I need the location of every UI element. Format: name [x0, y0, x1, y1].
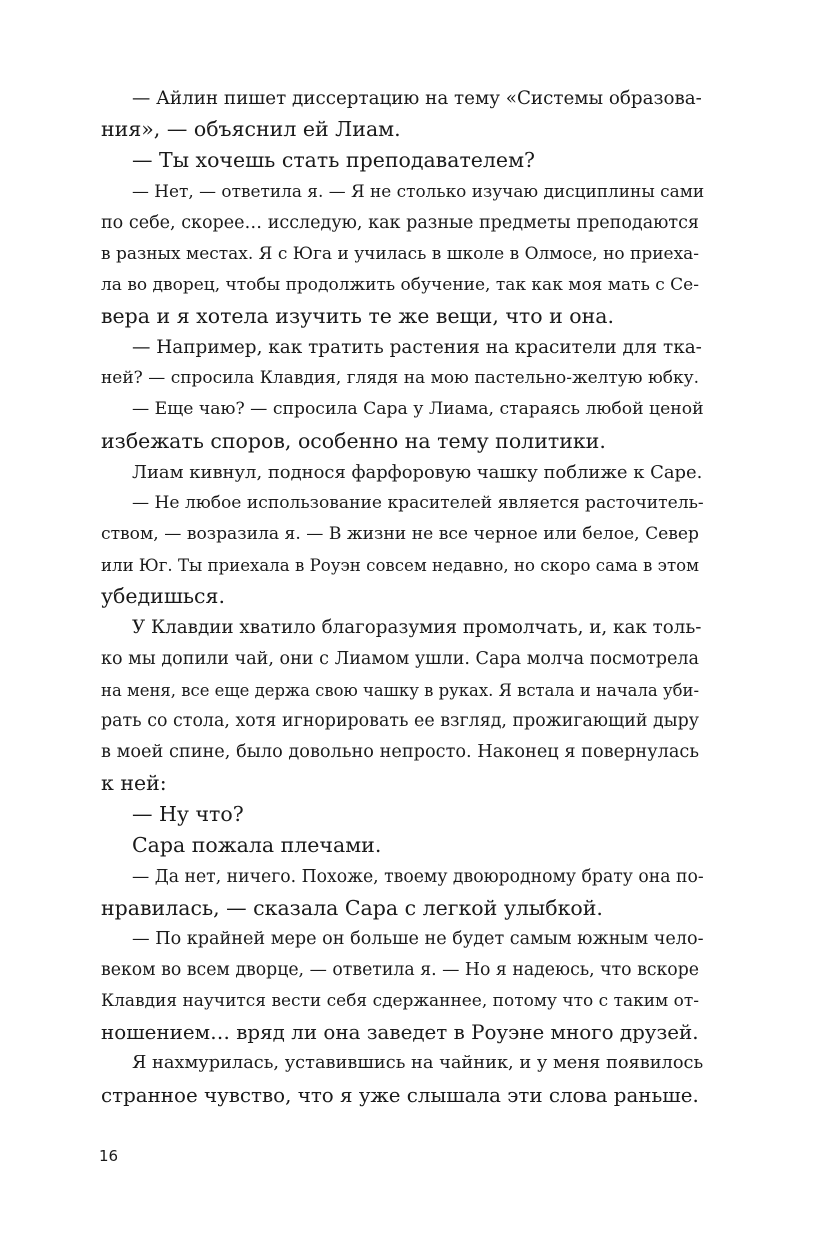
text-line: У Клавдии хватило благоразумия промолчать, и, как толь- [132, 617, 702, 639]
text-line: — По крайней мере он больше не будет самым южным чело- [132, 928, 704, 949]
text-line: — Не любое использование красителей является расточитель- [132, 492, 704, 513]
text-line: Сара пожала плечами. [132, 833, 382, 858]
text-line: Я нахмурилась, уставившись на чайник, и у меня появилось [132, 1053, 704, 1074]
text-line: в разных местах. Я с Юга и училась в школе в Олмосе, но приеха- [101, 243, 699, 264]
text-line: Лиам кивнул, поднося фарфоровую чашку поближе к Саре. [132, 461, 703, 483]
text-line: Клавдия научится вести себя сдержаннее, потому что с таким от- [101, 991, 699, 1012]
text-line: — Ну что? [132, 802, 244, 827]
text-line: — Ты хочешь стать преподавателем? [132, 148, 536, 173]
page-number: 16 [99, 1147, 119, 1165]
text-line: — Айлин пишет диссертацию на тему «Системы образова- [132, 88, 702, 109]
text-line: нравилась, — сказала Сара с легкой улыбкой. [101, 895, 603, 920]
text-line: на меня, все еще держа свою чашку в руках. Я встала и начала уби- [101, 680, 699, 700]
text-line: — Еще чаю? — спросила Сара у Лиама, стараясь любой ценой [132, 399, 704, 420]
text-line: ния», — объяснил ей Лиам. [101, 117, 401, 142]
text-line: странное чувство, что я уже слышала эти слова раньше. [101, 1083, 699, 1107]
text-line: — Да нет, ничего. Похоже, твоему двоюродному брату она по- [132, 866, 704, 887]
text-line: — Например, как тратить растения на красители для тка- [132, 337, 702, 359]
text-line: к ней: [101, 771, 167, 796]
text-line: веком во всем дворце, — ответила я. — Но я надеюсь, что вскоре [101, 959, 699, 980]
text-line: или Юг. Ты приехала в Роуэн совсем недавно, но скоро сама в этом [101, 556, 699, 576]
text-line: избежать споров, особенно на тему политики. [101, 428, 606, 453]
body-text [101, 83, 705, 1111]
text-line: ла во дворец, чтобы продолжить обучение, так как моя мать с Се- [101, 274, 699, 295]
text-line: в моей спине, было довольно непросто. Наконец я повернулась [101, 741, 699, 762]
text-line: ней? — спросила Клавдия, глядя на мою пастельно-желтую юбку. [101, 368, 699, 389]
text-line: — Нет, — ответила я. — Я не столько изучаю дисциплины сами [132, 181, 705, 202]
text-line: вера и я хотела изучить те же вещи, что и она. [101, 303, 615, 328]
text-line: ством, — возразила я. — В жизни не все черное или белое, Север [101, 523, 699, 544]
text-line: ношением… вряд ли она заведет в Роуэне много друзей. [101, 1021, 699, 1045]
text-line: убедишься. [101, 584, 225, 609]
text-line: по себе, скорее… исследую, как разные предметы преподаются [101, 212, 699, 233]
text-line: ко мы допили чай, они с Лиамом ушли. Сара молча посмотрела [101, 648, 699, 669]
text-line: рать со стола, хотя игнорировать ее взгляд, прожигающий дыру [101, 710, 699, 731]
